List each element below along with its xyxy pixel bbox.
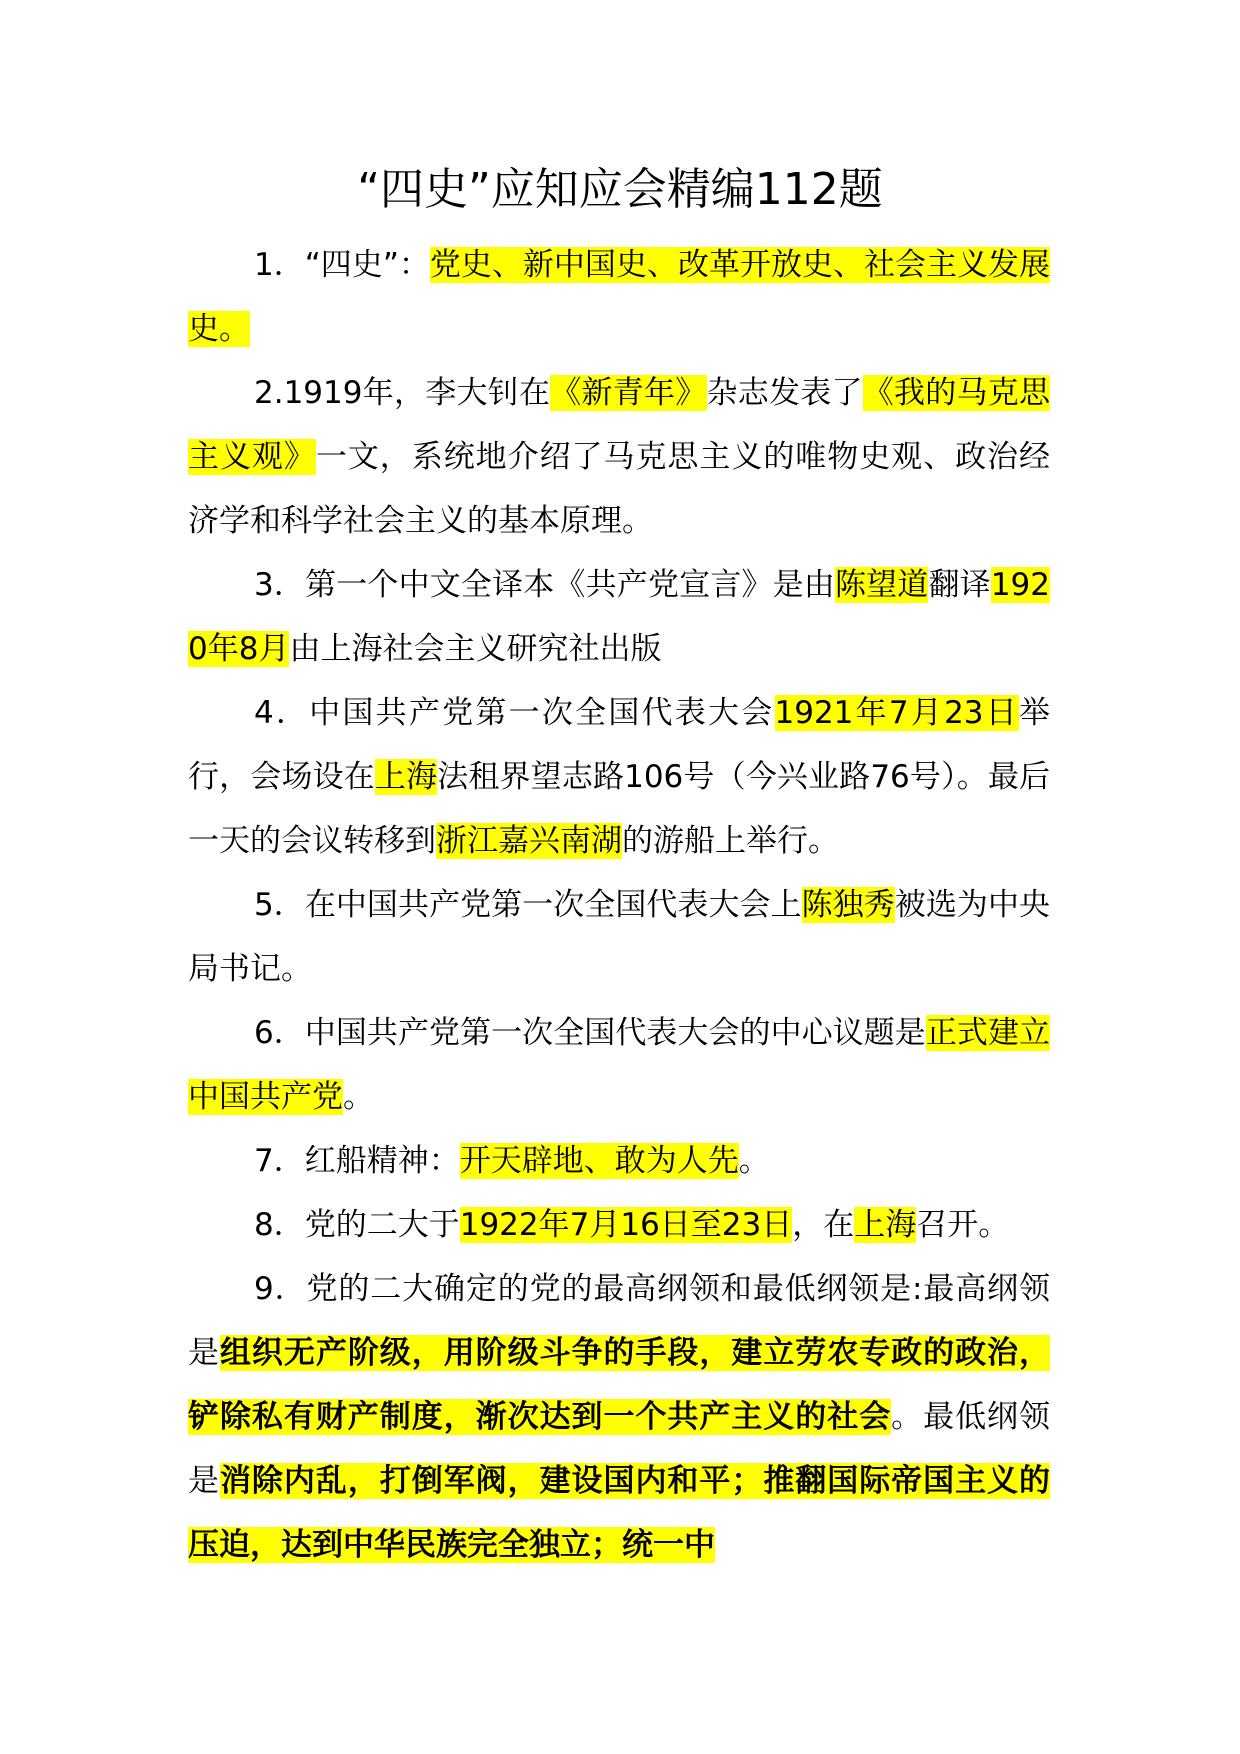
highlighted-text: 上海 (374, 759, 438, 795)
paragraph-text: 一文，系统地介绍了马克思主义的唯物史观、政治经济学和科学社会主义的基本原理。 (188, 439, 1051, 539)
paragraph-text: 5．在中国共产党第一次全国代表大会上 (254, 887, 802, 923)
paragraph-text: 4．中国共产党第一次全国代表大会 (254, 695, 775, 731)
highlighted-text: 1922年7月16日至23日 (459, 1207, 793, 1243)
paragraph-text: 被选为中央局书记。 (188, 887, 1050, 987)
paragraph-p7 (188, 1129, 1050, 1193)
highlighted-text: 1920年8月 (188, 567, 1050, 667)
highlighted-text: 《新青年》 (550, 375, 707, 411)
paragraph-text: 翻译 (928, 567, 991, 603)
paragraph-text: 7．红船精神： (254, 1143, 460, 1179)
highlighted-text: 正式建立中国共产党 (188, 1015, 1050, 1115)
highlighted-bold-text: 消除内乱，打倒军阀，建设国内和平；推翻国际帝国主义的压迫，达到中华民族完全独立；统一中 (188, 1463, 1051, 1563)
paragraph-text: 杂志发表了 (706, 375, 863, 411)
paragraph-p2 (188, 361, 1050, 553)
highlighted-text: 开天辟地、敢为人先 (459, 1143, 739, 1179)
paragraph-text: 3．第一个中文全译本《共产党宣言》是由 (254, 567, 835, 603)
highlighted-text: 1921年7月23日 (774, 695, 1019, 731)
highlighted-text: 党史、新中国史、改革开放史、社会主义发展史。 (188, 247, 1051, 347)
highlighted-text: 《我的马克思主义观》 (188, 375, 1051, 475)
paragraph-text: 2.1919年，李大钊在 (254, 375, 551, 411)
paragraph-text: 1．“四史”： (254, 247, 430, 283)
paragraph-p3 (188, 553, 1050, 681)
highlighted-text: 陈望道 (834, 567, 929, 603)
paragraph-text: 。 (343, 1079, 374, 1115)
document-title: “四史”应知应会精编112题 (357, 164, 883, 215)
paragraph-text: 法租界望志路106号（今兴业路76号）。最后一天的会议转移到 (188, 759, 1051, 859)
paragraph-p8 (188, 1193, 1050, 1257)
paragraph-p5 (188, 873, 1050, 1001)
paragraph-text: 8．党的二大于 (254, 1207, 460, 1243)
highlighted-bold-text: 组织无产阶级，用阶级斗争的手段，建立劳农专政的政治，铲除私有财产制度，渐次达到一个共产主义的社会 (188, 1335, 1051, 1435)
highlighted-text: 浙江嘉兴南湖 (436, 823, 622, 859)
paragraph-text: 。 (738, 1143, 770, 1179)
paragraph-text: ，在 (792, 1207, 855, 1243)
paragraph-p4 (188, 681, 1050, 873)
paragraph-text: 召开。 (916, 1207, 1010, 1243)
paragraph-p6 (188, 1001, 1050, 1129)
highlighted-text: 陈独秀 (801, 887, 895, 923)
document-body (188, 233, 1050, 1577)
paragraph-p9 (188, 1257, 1050, 1577)
highlighted-text: 上海 (854, 1207, 917, 1243)
paragraph-text: 。最低纲领是 (188, 1399, 1051, 1499)
paragraph-text: 举行，会场设在 (188, 695, 1050, 795)
paragraph-text: 由上海社会主义研究社出版 (289, 631, 662, 667)
paragraph-text: 的游船上举行。 (622, 823, 839, 859)
paragraph-text: 6．中国共产党第一次全国代表大会的中心议题是 (254, 1015, 926, 1051)
paragraph-p1 (188, 233, 1050, 361)
paragraph-text: 9．党的二大确定的党的最高纲领和最低纲领是:最高纲领是 (188, 1271, 1050, 1371)
